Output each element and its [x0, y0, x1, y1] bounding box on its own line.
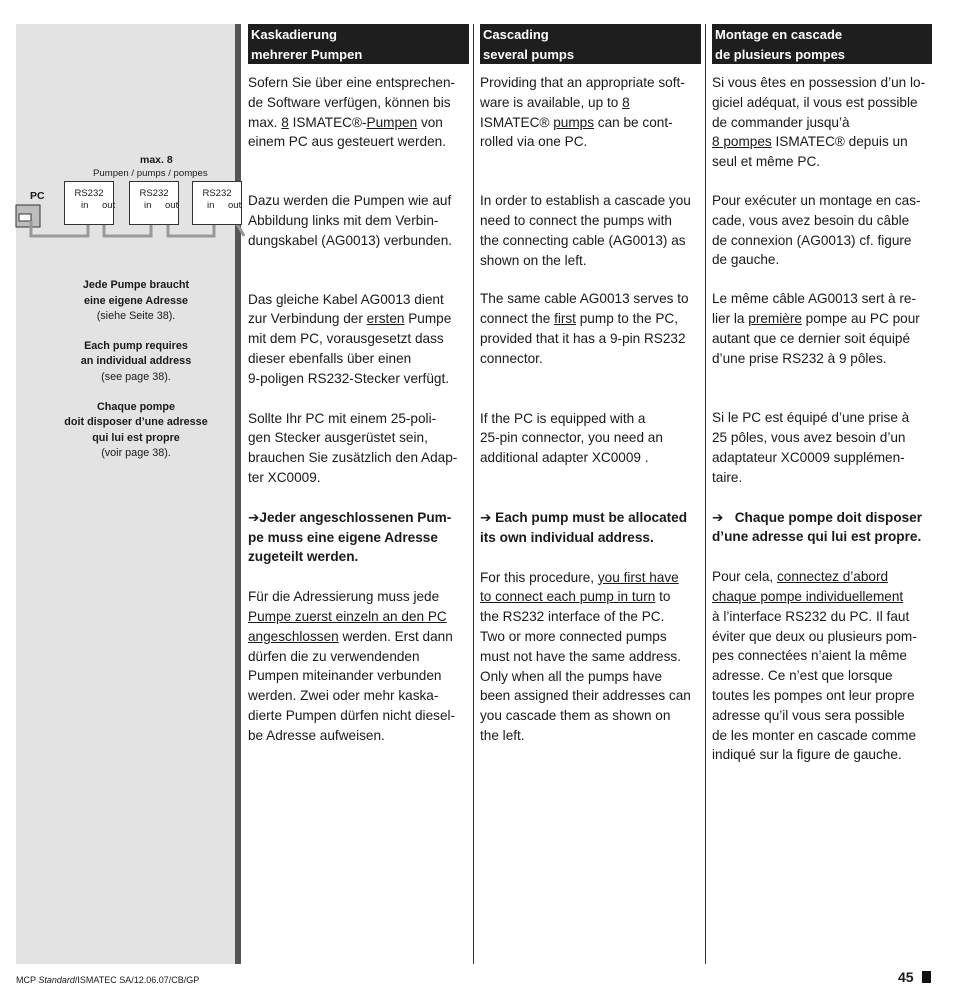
- header-french: [712, 24, 932, 64]
- para-1: [248, 73, 469, 152]
- note-en-line2: an individual address: [80, 355, 192, 368]
- header-german: [248, 24, 469, 64]
- arrow-icon: ➔: [480, 509, 492, 525]
- pump-in-label: in: [207, 200, 215, 211]
- line: Chaque pompe doit disposer: [723, 509, 923, 525]
- line: de gauche.: [712, 252, 780, 268]
- note-de: [16, 278, 256, 325]
- line: d’une adresse qui lui est propre.: [712, 529, 922, 545]
- para-2: [712, 191, 932, 270]
- line: Für die Adressierung muss jede: [248, 589, 440, 605]
- underline-text: pumps: [553, 114, 595, 130]
- line: Si le PC est équipé d’une prise à: [712, 410, 910, 426]
- underline-text: première: [748, 310, 802, 326]
- pump-in-label: in: [144, 200, 152, 211]
- line: taire.: [712, 469, 743, 485]
- underline-text: you first have: [597, 569, 679, 585]
- line: Pumpen miteinander verbunden: [248, 668, 442, 684]
- line: mit dem PC, vorausgesetzt dass: [248, 331, 444, 347]
- line: ISMATEC® depuis un: [771, 134, 908, 150]
- para-5: [712, 508, 932, 548]
- body-english: [480, 64, 701, 746]
- sidebar-notes: [16, 278, 256, 476]
- line: must not have the same address.: [480, 648, 681, 664]
- line: toutes les pompes ont leur propre: [712, 687, 915, 703]
- line: connect the: [480, 311, 555, 327]
- pump-rs232-label: RS232: [139, 188, 169, 199]
- line: the left.: [480, 727, 525, 743]
- pump-in-label: in: [81, 200, 89, 211]
- line: 9-poligen RS232-Stecker verfügt.: [248, 370, 449, 386]
- column-french: [712, 24, 932, 765]
- underline-text: chaque pompe individuellement: [712, 588, 904, 604]
- line: de les monter en cascade comme: [712, 727, 917, 743]
- line: von: [417, 114, 443, 130]
- para-3: [480, 289, 701, 368]
- line: éviter que deux ou plusieurs pom-: [712, 628, 917, 644]
- line: gen Stecker ausgerüstet sein,: [248, 430, 428, 446]
- underline-text: 8 pompes: [712, 134, 772, 150]
- line: pump to the PC,: [575, 311, 678, 327]
- underline-text: Pumpen: [366, 114, 418, 130]
- line: additional adapter XC0009 .: [480, 450, 649, 466]
- line: pe muss eine eigene Adresse: [248, 529, 438, 545]
- pump-box-3: [192, 181, 242, 225]
- line: ware is available, up to: [480, 94, 623, 110]
- header-line2: de plusieurs pompes: [715, 47, 846, 62]
- line: Dazu werden die Pumpen wie auf: [248, 193, 452, 209]
- line: dürfen die zu verwendenden: [248, 648, 420, 664]
- underline-text: to connect each pump in turn: [480, 589, 656, 605]
- line: Two or more connected pumps: [480, 628, 667, 644]
- note-fr-line1: Chaque pompe: [97, 400, 175, 413]
- line: ISMATEC®: [480, 114, 554, 130]
- para-6: [712, 567, 932, 765]
- note-en-line1: Each pump requires: [84, 339, 188, 352]
- line: cade, vous avez besoin du câble: [712, 212, 910, 228]
- line: giciel adéquat, il vous est possible: [712, 94, 918, 110]
- note-de-line2: eine eigene Adresse: [83, 294, 189, 307]
- line: In order to establish a cascade you: [480, 193, 691, 209]
- line: dungskabel (AG0013) verbunden.: [248, 232, 453, 248]
- pump-box-2: [129, 181, 179, 225]
- diagram-max-label: max. 8: [140, 154, 173, 166]
- line: Le même câble AG0013 sert à re-: [712, 291, 917, 307]
- line: can be cont-: [594, 114, 673, 130]
- para-4: [480, 409, 701, 468]
- column-english: [480, 24, 701, 746]
- column-divider-2: [705, 24, 706, 964]
- note-fr: [16, 400, 256, 462]
- line: de Software verfügen, können bis: [248, 94, 451, 110]
- pump-rs232-label: RS232: [202, 188, 232, 199]
- line: Pour exécuter un montage en cas-: [712, 192, 921, 208]
- line: werden. Erst dann: [338, 628, 453, 644]
- pc-port: [19, 214, 31, 221]
- line: seul et même PC.: [712, 154, 821, 170]
- note-fr-line3: qui lui est propre: [92, 431, 180, 444]
- body-french: [712, 64, 932, 765]
- footer-reference: [16, 975, 199, 985]
- para-6: [480, 568, 701, 746]
- para-2: [480, 191, 701, 270]
- footer-suffix: /ISMATEC SA/12.06.07/CB/GP: [74, 975, 200, 985]
- underline-text: 8: [622, 94, 630, 110]
- line: Sollte Ihr PC mit einem 25-poli-: [248, 410, 437, 426]
- line: autant que ce dernier soit équipé: [712, 330, 911, 346]
- line: einem PC aus gesteuert werden.: [248, 134, 446, 150]
- line: Das gleiche Kabel AG0013 dient: [248, 291, 444, 307]
- line: Pumpe: [404, 311, 452, 327]
- note-fr-ref: (voir page 38).: [101, 447, 171, 460]
- line: For this procedure,: [480, 569, 598, 585]
- para-1: [712, 73, 932, 172]
- underline-text: Pumpe zuerst einzeln an den PC: [248, 608, 447, 624]
- note-de-line1: Jede Pumpe braucht: [82, 279, 190, 291]
- line: Each pump must be allocated: [491, 509, 688, 525]
- line: lier la: [712, 310, 749, 326]
- para-3: [712, 289, 932, 368]
- line: de commander jusqu’à: [712, 114, 850, 130]
- header-line2: several pumps: [483, 47, 575, 62]
- line: shown on the left.: [480, 252, 587, 268]
- line: Jeder angeschlossenen Pum-: [259, 509, 452, 525]
- page-marker-square: [922, 971, 931, 983]
- line: de connexion (AG0013) cf. figure: [712, 232, 912, 248]
- header-line2: mehrerer Pumpen: [251, 47, 363, 62]
- line: be Adresse aufweisen.: [248, 727, 385, 743]
- line: ISMATEC®-: [288, 114, 367, 130]
- line: rolled via one PC.: [480, 134, 588, 150]
- underline-text: connectez d’abord: [776, 569, 889, 585]
- column-german: [248, 24, 469, 746]
- line: ter XC0009.: [248, 469, 321, 485]
- pump-out-label: out: [228, 200, 242, 211]
- header-english: [480, 24, 701, 64]
- line: the connecting cable (AG0013) as: [480, 232, 686, 248]
- header-line1: Montage en cascade: [715, 27, 843, 42]
- line: Sofern Sie über eine entsprechen-: [248, 75, 456, 90]
- note-en: [16, 339, 256, 386]
- line: zur Verbindung der: [248, 311, 367, 327]
- line: Abbildung links mit dem Verbin-: [248, 212, 439, 228]
- para-1: [480, 73, 701, 152]
- line: d’une prise RS232 à 9 pôles.: [712, 350, 887, 366]
- line: max.: [248, 114, 282, 130]
- pump-out-label: out: [165, 200, 179, 211]
- line: The same cable AG0013 serves to: [480, 291, 689, 307]
- line: been assigned their addresses can: [480, 688, 691, 704]
- header-line1: Cascading: [483, 27, 549, 42]
- page-number: 45: [898, 969, 914, 985]
- column-divider-1: [473, 24, 474, 964]
- line: Only when all the pumps have: [480, 668, 663, 684]
- line: provided that it has a 9-pin RS232: [480, 330, 686, 346]
- note-fr-line2: doit disposer d’une adresse: [64, 416, 208, 429]
- pump-box-1: [64, 181, 114, 225]
- line: adaptateur XC0009 supplémen-: [712, 449, 905, 465]
- para-2: [248, 191, 469, 250]
- line: the RS232 interface of the PC.: [480, 609, 665, 625]
- line: adresse. Ce n’est que lorsque: [712, 668, 893, 684]
- line: If the PC is equipped with a: [480, 410, 646, 426]
- underline-text: angeschlossen: [248, 628, 339, 644]
- line: brauchen Sie zusätzlich den Adap-: [248, 450, 458, 466]
- note-en-ref: (see page 38).: [101, 370, 171, 383]
- underline-text: 8: [281, 114, 289, 130]
- line: need to connect the pumps with: [480, 212, 672, 228]
- line: connector.: [480, 350, 543, 366]
- underline-text: ersten: [366, 311, 405, 327]
- para-3: [248, 290, 469, 389]
- line: pompe au PC pour: [801, 310, 920, 326]
- para-5: [480, 508, 701, 548]
- note-de-ref: (siehe Seite 38).: [96, 310, 176, 323]
- arrow-icon: ➔: [712, 509, 724, 525]
- body-german: [248, 64, 469, 746]
- para-4: [712, 408, 932, 487]
- para-5: [248, 508, 469, 567]
- line: Si vous êtes en possession d’un lo-: [712, 75, 926, 90]
- para-4: [248, 409, 469, 488]
- line: à l’interface RS232 du PC. Il faut: [712, 608, 910, 624]
- para-6: [248, 587, 469, 745]
- line: pes connectées n’aient la même: [712, 648, 907, 664]
- footer-prefix: MCP: [16, 975, 39, 985]
- line: to: [655, 589, 671, 605]
- line: you cascade them as shown on: [480, 708, 671, 724]
- header-line1: Kaskadierung: [251, 27, 337, 42]
- line: its own individual address.: [480, 529, 654, 545]
- line: adresse qu’il vous sera possible: [712, 707, 905, 723]
- line: werden. Zwei oder mehr kaska-: [248, 688, 439, 704]
- line: dierte Pumpen dürfen nicht diesel-: [248, 707, 456, 723]
- underline-text: first: [554, 311, 576, 327]
- arrow-icon: ➔: [248, 509, 260, 525]
- pump-out-label: out: [102, 200, 116, 211]
- line: Pour cela,: [712, 569, 777, 585]
- line: 25 pôles, vous avez besoin d’un: [712, 430, 906, 446]
- pump-rs232-label: RS232: [74, 188, 104, 199]
- line: Providing that an appropriate soft-: [480, 75, 685, 90]
- diagram-pumps-label: Pumpen / pumps / pompes: [93, 168, 208, 179]
- diagram-pc-label: PC: [30, 190, 45, 202]
- line: zugeteilt werden.: [248, 549, 359, 565]
- line: 25-pin connector, you need an: [480, 430, 663, 446]
- line: indiqué sur la figure de gauche.: [712, 747, 902, 763]
- line: dieser ebenfalls über einen: [248, 350, 412, 366]
- footer-italic: Standard: [38, 975, 75, 985]
